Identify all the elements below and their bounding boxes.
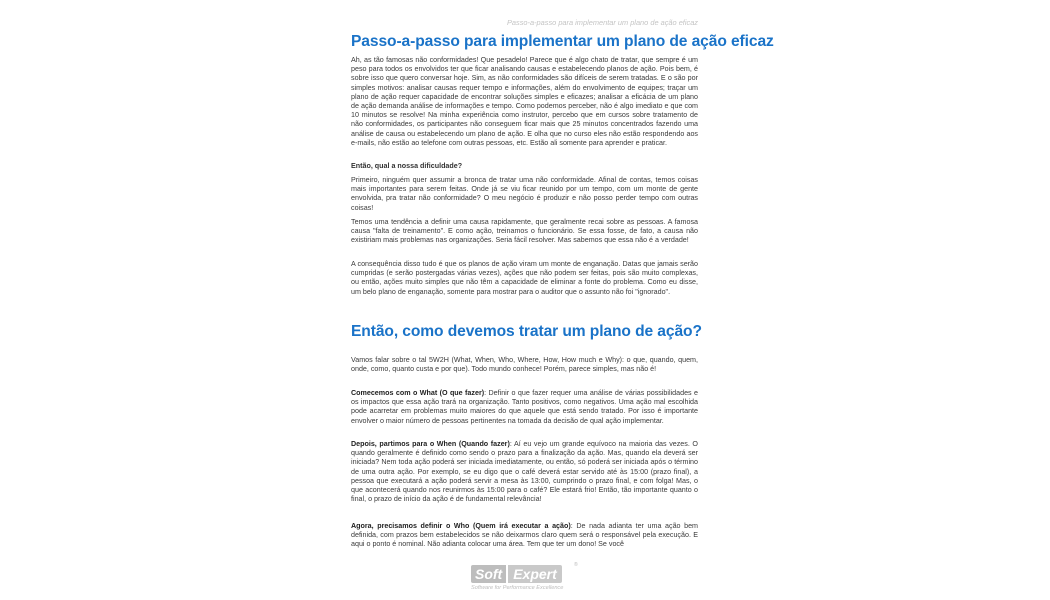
softexpert-logo [471,562,581,597]
paragraph-who [351,522,698,550]
registered-mark-icon: ® [574,562,578,568]
logo-expert-text: Expert [508,565,562,583]
paragraph-tendency: Temos uma tendência a definir uma causa rapidamente, que geralmente recai sobre as pessoas. A famosa causa "falta de treinamento". E como ação, treinamos o funcionário. Se essa fosse, de fato, a causa não existiriam mais problemas nas organizações. Seria fácil resolver. Mas sabemos que essa não é a verdade! [351,218,698,245]
intro-paragraph: Ah, as tão famosas não conformidades! Que pesadelo! Parece que é algo chato de tratar, que sempre é um peso para todos os envolvidos ter que ficar analisando causas e estabelecendo planos de ação. Pois bem, é sobre isso que quero conversar hoje. Sim, as não conformidades são difíceis de serem tratadas. E o são por simples motivos: analisar causas requer tempo e informações, além do envolvimento de equipes; traçar um plano de ação requer capacidade de encontrar soluções simples e eficazes; analisar a eficácia de um plano de ação demanda análise de informações e tempo. Como podemos perceber, não é algo imediato e que com 10 minutos se resolve! Na minha experiência como instrutor, percebo que em cursos sobre tratamento de não conformidades, os participantes não conseguem ficar mais que 25 minutos concentrados fazendo uma análise de causa ou estabelecendo um plano de ação. E olha que no curso eles não estão respondendo aos e-mails, não estão ao telefone com outras pessoas, etc. Estão ali somente para aprender e praticar. [351,56,698,147]
when-lead: Depois, partimos para o When (Quando fazer) [351,440,510,448]
paragraph-consequence: A consequência disso tudo é que os planos de ação viram um monte de enganação. Datas que jamais serão cumpridas (e serão postergadas várias vezes), ações que não podem ser feitas, pois são muito complexas, ou então, ações muito simples que não têm a capacidade de eliminar a fonte do problema. Como eu disse, um belo plano de enganação, somente para mostrar para o auditor que o assunto não foi "ignorado". [351,260,698,296]
logo-wordmark [471,565,562,583]
paragraph-when [351,440,698,504]
subheading-difficulty: Então, qual a nossa dificuldade? [351,162,463,170]
paragraph-first: Primeiro, ninguém quer assumir a bronca de tratar uma não conformidade. Afinal de contas, temos coisas mais importantes para serem feitas. Onde já se viu ficar reunido por um tempo, com um monte de gente envolvida, pra tratar não conformidade? O meu negócio é produzir e não posso perder tempo com outras coisas! [351,176,698,212]
when-body: : Aí eu vejo um grande equívoco na maioria das vezes. O quando geralmente é definido como sendo o prazo para a finalização da ação. Mas, quando ela deverá ser iniciada? Nem toda ação poderá ser iniciada imediatamente, ou então, só poderá ser iniciada após o término de uma outra ação. Por exemplo, se eu digo que o café deverá estar servido até às 15:00 (prazo final), a pessoa que executará a ação poderá servir a mesa às 13:00, cumprindo o prazo final, e com folga! Mas, o que acontecerá quando nos reunirmos às 15:00 para o café? Ele estará frio! Então, tão importante quanto o final, o prazo de início da ação é de fundamental relevância! [351,440,698,504]
what-lead: Comecemos com o What (O que fazer) [351,389,485,397]
section-heading-how: Então, como devemos tratar um plano de ação? [351,323,702,340]
logo-soft-text: Soft [471,565,506,583]
who-lead: Agora, precisamos definir o Who (Quem irá executar a ação) [351,522,571,530]
running-header: Passo-a-passo para implementar um plano de ação eficaz [506,18,698,27]
paragraph-5w2h: Vamos falar sobre o tal 5W2H (What, When, Who, Where, How, How much e Why): o que, quando, quem, onde, como, quanto custa e por que). Todo mundo conhece! Porém, parece simples, mas não é! [351,356,698,374]
logo-tagline: Software for Performance Excellence [471,585,564,591]
what-body: : Definir o que fazer requer uma análise de várias possibilidades e os impactos que essa ação trará na organização. Tanto positivos, como negativos. Uma ação mal escolhida pode acarretar em problemas muito maiores do que aquele que está sendo tratado. Por isso é importante envolver o maior número de pessoas pertinentes na tomada da decisão de qual ação implementar. [351,389,698,425]
paragraph-what [351,389,698,426]
who-body: : De nada adianta ter uma ação bem definida, com prazos bem estabelecidos se não deixarmos claro quem será o responsável pela execução. E aqui o ponto é nominal. Não adianta colocar uma área. Tem que ter um dono! Se você [351,522,699,549]
document-title: Passo-a-passo para implementar um plano de ação eficaz [351,33,774,50]
